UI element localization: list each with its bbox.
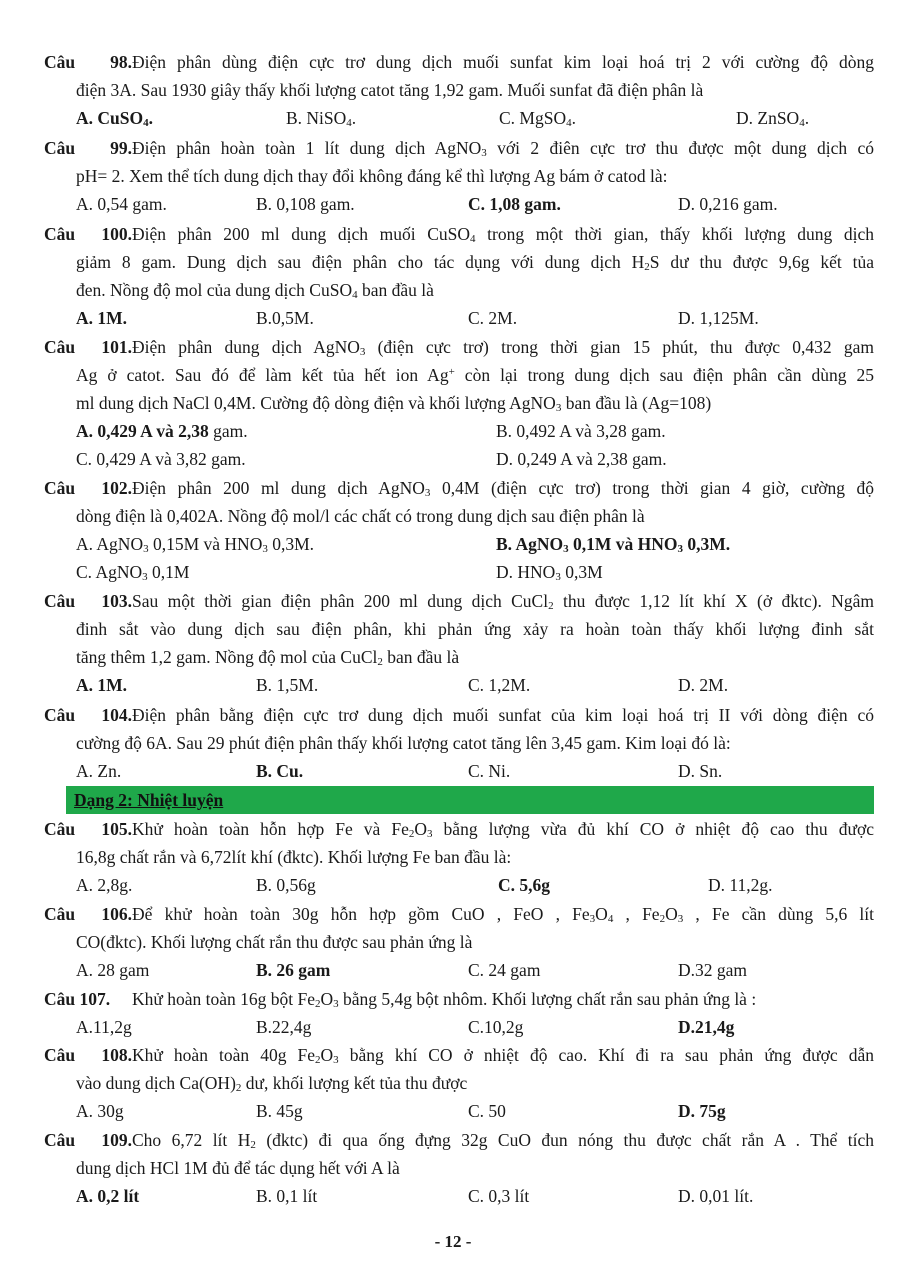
option-c: C.10,2g [468, 1017, 524, 1037]
option-b: B. AgNO$_3$ 0,1M và $HNO_3$ 0,3M. [496, 534, 731, 555]
option-a: A. 28 gam [76, 960, 150, 980]
question-text: Điện phân 200 ml dung dịch muối CuSO$_4$ trong một thời gian, thấy khối lượng dung dịch [132, 224, 875, 245]
answer-options [44, 1097, 874, 1125]
page-number: - 12 - [434, 1232, 472, 1251]
option-c: C. MgSO$_4$. [499, 108, 576, 129]
answer-options [44, 304, 874, 332]
question-number: Câu 105. [44, 819, 132, 839]
option-b: B.22,4g [256, 1017, 312, 1037]
option-a: A. CuSO$_4$. [76, 108, 153, 129]
option-b: B.0,5M. [256, 308, 314, 328]
answer-options [44, 956, 874, 984]
section-title: Dạng 2: Nhiệt luyện [74, 790, 224, 810]
question-text: ml dung dịch NaCl 0,4M. Cường độ dòng điện và khối lượng AgNO$_3$ ban đầu là (Ag=108) [76, 393, 712, 414]
option-d: D.32 gam [678, 960, 748, 980]
question-text: giảm 8 gam. Dung dịch sau điện phân cho tác dụng với dung dịch $H_2S$ dư thu được 9,6g kết tủa [76, 252, 874, 273]
option-b: B. 0,492 A và 3,28 gam. [496, 421, 666, 441]
question-text: tăng thêm 1,2 gam. Nồng độ mol của CuCl$_2$ ban đầu là [76, 647, 460, 668]
question-number: Câu 100. [44, 224, 132, 244]
option-b: B. 45g [256, 1101, 303, 1121]
question-text: Sau một thời gian điện phân 200 ml dung dịch CuCl$_2$ thu được 1,12 lít khí X (ở đktc). Ngâm [132, 591, 874, 612]
question-100 [44, 220, 874, 332]
option-d: D. 1,125M. [678, 308, 759, 328]
option-a: A. AgNO$_3$ 0,15M và $HNO_3$ 0,3M. [76, 534, 315, 555]
option-d: D. 0,249 A và 2,38 gam. [496, 449, 667, 469]
answer-options [44, 871, 874, 899]
question-number: Câu 102. [44, 478, 132, 498]
option-b: B. Cu. [256, 761, 304, 781]
question-text: Khử hoàn toàn hỗn hợp Fe và $Fe_2O_3$ bằng lượng vừa đủ khí CO ở nhiệt độ cao thu được [132, 819, 874, 840]
question-text: Điện phân hoàn toàn 1 lít dung dịch AgNO$_3$ với 2 điên cực trơ thu được một dung dịch có [132, 138, 874, 159]
question-103 [44, 587, 874, 699]
question-text: 16,8g chất rắn và 6,72lít khí (đktc). Khối lượng Fe ban đầu là: [76, 847, 512, 867]
option-d: D. 2M. [678, 675, 729, 695]
question-number: Câu 104. [44, 705, 132, 725]
question-number: Câu 99. [44, 138, 132, 158]
question-text: đen. Nồng độ mol của dung dịch CuSO$_4$ ban đầu là [76, 280, 434, 301]
option-d: D. Sn. [678, 761, 723, 781]
answer-options [44, 1182, 874, 1210]
question-text: điện 3A. Sau 1930 giây thấy khối lượng catot tăng 1,92 gam. Muối sunfat đã điện phân là [76, 80, 704, 100]
question-number: Câu 103. [44, 591, 132, 611]
question-105 [44, 815, 874, 899]
question-107 [44, 985, 874, 1041]
option-c: C. Ni. [468, 761, 511, 781]
answer-options [44, 445, 874, 473]
question-text: Điện phân bằng điện cực trơ dung dịch muối sunfat của kim loại hoá trị II với dòng điện có [132, 705, 874, 725]
option-c: C. 0,3 lít [468, 1186, 530, 1206]
option-a: A. 2,8g. [76, 875, 133, 895]
answer-options [44, 671, 874, 699]
option-d: D. 0,01 lít. [678, 1186, 754, 1206]
question-106 [44, 900, 874, 984]
option-d: D. 0,216 gam. [678, 194, 778, 214]
question-text: Cho 6,72 lít $H_2$ (đktc) đi qua ống đựng 32g CuO đun nóng thu được chất rắn A . Thể tích [132, 1130, 874, 1151]
option-b: B. 0,1 lít [256, 1186, 318, 1206]
question-number: Câu 107. [44, 989, 111, 1009]
question-text: Điện phân 200 ml dung dịch AgNO$_3$ 0,4M (điện cực trơ) trong thời gian 4 giờ, cường độ [132, 478, 874, 499]
option-d: D. $HNO_3$ 0,3M [496, 562, 603, 583]
question-text: Điện phân dùng điện cực trơ dung dịch muối sunfat kim loại hoá trị 2 với cường độ dòng [132, 52, 874, 72]
question-99 [44, 134, 874, 218]
question-text: Ag ở catot. Sau đó để làm kết tủa hết ion Ag+ còn lại trong dung dịch sau điện phân cần dùng 25 [76, 365, 874, 385]
answer-options [44, 1013, 874, 1041]
question-number: Câu 109. [44, 1130, 132, 1150]
answer-options [44, 757, 874, 785]
question-text: Khử hoàn toàn 16g bột $Fe_2O_3$ bằng 5,4g bột nhôm. Khối lượng chất rắn sau phản ứng là : [132, 989, 757, 1010]
option-d: D. ZnSO$_4$. [736, 108, 810, 129]
option-b: B. 0,56g [256, 875, 316, 895]
option-a: A. 30g [76, 1101, 124, 1121]
question-text: Để khử hoàn toàn 30g hỗn hợp gồm CuO , FeO , $Fe_3O_4$ , $Fe_2O_3$ , Fe cần dùng 5,6 lít [132, 904, 874, 925]
option-a: A. 0,429 A và 2,38 gam. [76, 421, 248, 441]
question-number: Câu 101. [44, 337, 132, 357]
question-text: pH= 2. Xem thể tích dung dịch thay đổi không đáng kể thì lượng Ag bám ở catod là: [76, 166, 668, 186]
option-b: B. 0,108 gam. [256, 194, 355, 214]
question-text: đinh sắt vào dung dịch sau điện phân, khi phản ứng xảy ra hoàn toàn thấy khối lượng đinh sắt [76, 619, 874, 639]
question-108 [44, 1041, 874, 1125]
option-d: D.21,4g [678, 1017, 735, 1037]
option-c: C. 0,429 A và 3,82 gam. [76, 449, 246, 469]
question-text: vào dung dịch $Ca(OH)_2$ dư, khối lượng kết tủa thu được [76, 1073, 468, 1094]
option-b: B. NiSO$_4$. [286, 108, 357, 129]
question-104 [44, 701, 874, 785]
question-text: cường độ 6A. Sau 29 phút điện phân thấy khối lượng catot tăng lên 3,45 gam. Kim loại đó là: [76, 733, 731, 753]
answer-options [44, 558, 874, 586]
question-number: Câu 106. [44, 904, 132, 924]
option-c: C. 50 [468, 1101, 506, 1121]
option-a: A. 1M. [76, 308, 128, 328]
question-number: Câu 98. [44, 52, 132, 72]
question-102 [44, 474, 874, 586]
option-a: A. 0,54 gam. [76, 194, 167, 214]
option-a: A. Zn. [76, 761, 122, 781]
question-101 [44, 333, 874, 473]
option-c: C. 2M. [468, 308, 518, 328]
option-a: A.11,2g [76, 1017, 132, 1037]
option-d: D. 11,2g. [708, 875, 773, 895]
question-text: CO(đktc). Khối lượng chất rắn thu được sau phản ứng là [76, 932, 473, 952]
question-98 [44, 48, 874, 132]
option-b: B. 26 gam [256, 960, 331, 980]
question-text: dung dịch HCl 1M đủ để tác dụng hết với A là [76, 1158, 400, 1178]
option-a: A. 1M. [76, 675, 128, 695]
option-d: D. 75g [678, 1101, 726, 1121]
question-text: Điện phân dung dịch AgNO$_3$ (điện cực trơ) trong thời gian 15 phút, thu được 0,432 gam [132, 337, 874, 358]
option-b: B. 1,5M. [256, 675, 319, 695]
option-c: C. 1,08 gam. [468, 194, 561, 214]
option-c: C. AgNO$_3$ 0,1M [76, 562, 190, 583]
answer-options [44, 190, 874, 218]
answer-options [44, 530, 874, 558]
option-a: A. 0,2 lít [76, 1186, 140, 1206]
answer-options [44, 104, 874, 132]
question-109 [44, 1126, 874, 1210]
question-text: dòng điện là 0,402A. Nồng độ mol/l các chất có trong dung dịch sau điện phân là [76, 506, 645, 526]
question-number: Câu 108. [44, 1045, 132, 1065]
answer-options [44, 417, 874, 445]
option-c: C. 1,2M. [468, 675, 531, 695]
question-text: Khử hoàn toàn 40g $Fe_2O_3$ bằng khí CO ở nhiệt độ cao. Khí đi ra sau phản ứng được dẫn [132, 1045, 875, 1066]
option-c: C. 5,6g [498, 875, 551, 895]
section-header [66, 786, 874, 814]
option-c: C. 24 gam [468, 960, 541, 980]
